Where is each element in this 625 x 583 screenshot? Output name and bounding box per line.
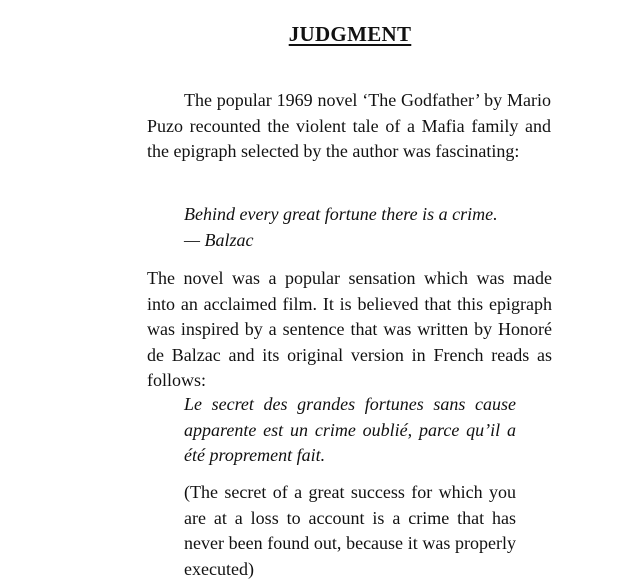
page-title: JUDGMENT — [288, 22, 412, 46]
french-quote: Le secret des grandes fortunes sans cause apparente est un crime oublié, parce qu’il a été proprement fait. — [184, 394, 516, 465]
intro-paragraph: The popular 1969 novel ‘The Godfather’ by Mario Puzo recounted the violent tale of a Mafia family and the epigraph selected by the author was fascinating: — [147, 90, 551, 161]
english-translation: (The secret of a great success for which you are at a loss to account is a crime that has never been found out, because it was properly executed) — [184, 482, 516, 579]
epigraph-block — [184, 202, 544, 253]
epigraph-attribution: — Balzac — [184, 229, 254, 250]
epigraph-quote: Behind every great fortune there is a crime. — [184, 204, 498, 224]
context-paragraph: The novel was a popular sensation which was made into an acclaimed film. It is believed that this epigraph was inspired by a sentence that was written by Honoré de Balzac and its original version in French reads as follows: — [147, 268, 552, 390]
